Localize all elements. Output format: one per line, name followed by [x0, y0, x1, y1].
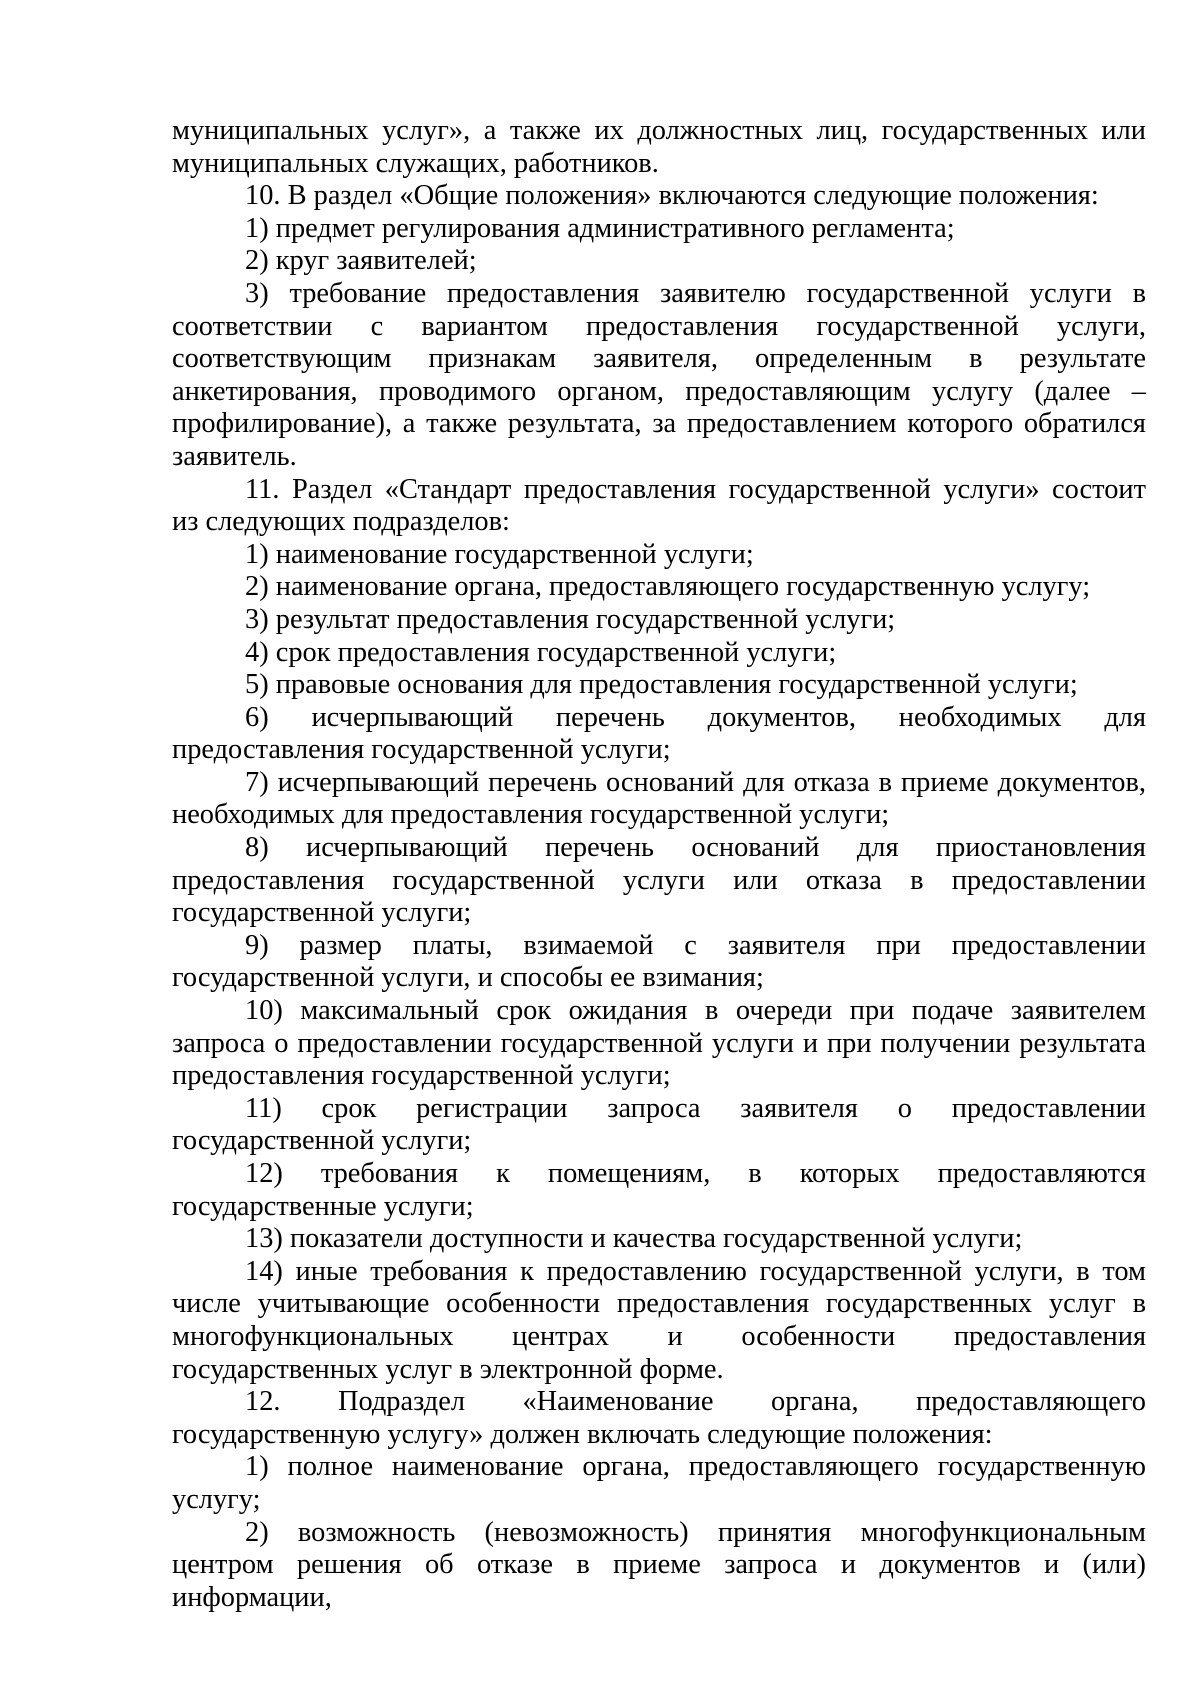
list-item: 1) полное наименование органа, предоставляющего государственную услугу; [172, 1451, 1146, 1515]
list-item: 2) возможность (невозможность) принятия многофункциональным центром решения об отказе в приеме запроса и документов и (или) информации, [172, 1516, 1146, 1613]
document-page [172, 115, 1146, 1614]
list-item: 1) предмет регулирования административного регламента; [245, 212, 955, 244]
list-item: 11) срок регистрации запроса заявителя о предоставлении государственной услуги; [172, 1092, 1146, 1157]
list-item: 3) требование предоставления заявителю государственной услуги в соответствии с вариантом предоставления государственной услуги, соответствующим признакам заявителя, определенным в результате анкетирования, проводимого органом, предоставляющим услугу (далее – профилирование), а также результата, за предоставлением которого обратился заявитель. [172, 277, 1146, 472]
list-item: 2) наименование органа, предоставляющего государственную услугу; [245, 571, 1091, 603]
list-item: 6) исчерпывающий перечень документов, необходимых для предоставления государственной услуги; [172, 701, 1146, 766]
list-item: 5) правовые основания для предоставления государственной услуги; [245, 669, 1078, 701]
list-item: 12) требования к помещениям, в которых предоставляются государственные услуги; [172, 1158, 1146, 1222]
paragraph-section-11: 11. Раздел «Стандарт предоставления государственной услуги» состоит из следующих подразделов: [172, 473, 1146, 538]
list-item: 9) размер платы, взимаемой с заявителя при предоставлении государственной услуги, и способы ее взимания; [172, 929, 1146, 994]
paragraph-section-12: 12. Подраздел «Наименование органа, предоставляющего государственную услугу» должен включать следующие положения: [172, 1386, 1146, 1450]
list-item: 4) срок предоставления государственной услуги; [245, 636, 837, 668]
list-item: 14) иные требования к предоставлению государственной услуги, в том числе учитывающие особенности предоставления государственных услуг в многофункциональных центрах и особенности предоставления государственных услуг в электронной форме. [172, 1255, 1146, 1385]
list-item: 1) наименование государственной услуги; [245, 538, 754, 570]
list-item: 10) максимальный срок ожидания в очереди при подаче заявителем запроса о предоставлении государственной услуги и при получении результата предоставления государственной услуги; [172, 995, 1146, 1092]
list-item: 8) исчерпывающий перечень оснований для приостановления предоставления государственной услуги или отказа в предоставлении государственной услуги; [172, 832, 1146, 929]
list-item: 2) круг заявителей; [245, 245, 477, 277]
paragraph-continuation: муниципальных услуг», а также их должностных лиц, государственных или муниципальных служащих, работников. [172, 115, 1146, 179]
paragraph-section-10: 10. В раздел «Общие положения» включаются следующие положения: [245, 180, 1099, 212]
list-item: 3) результат предоставления государственной услуги; [245, 603, 896, 635]
list-item: 13) показатели доступности и качества государственной услуги; [245, 1223, 1023, 1255]
list-item: 7) исчерпывающий перечень оснований для отказа в приеме документов, необходимых для предоставления государственной услуги; [172, 766, 1146, 831]
